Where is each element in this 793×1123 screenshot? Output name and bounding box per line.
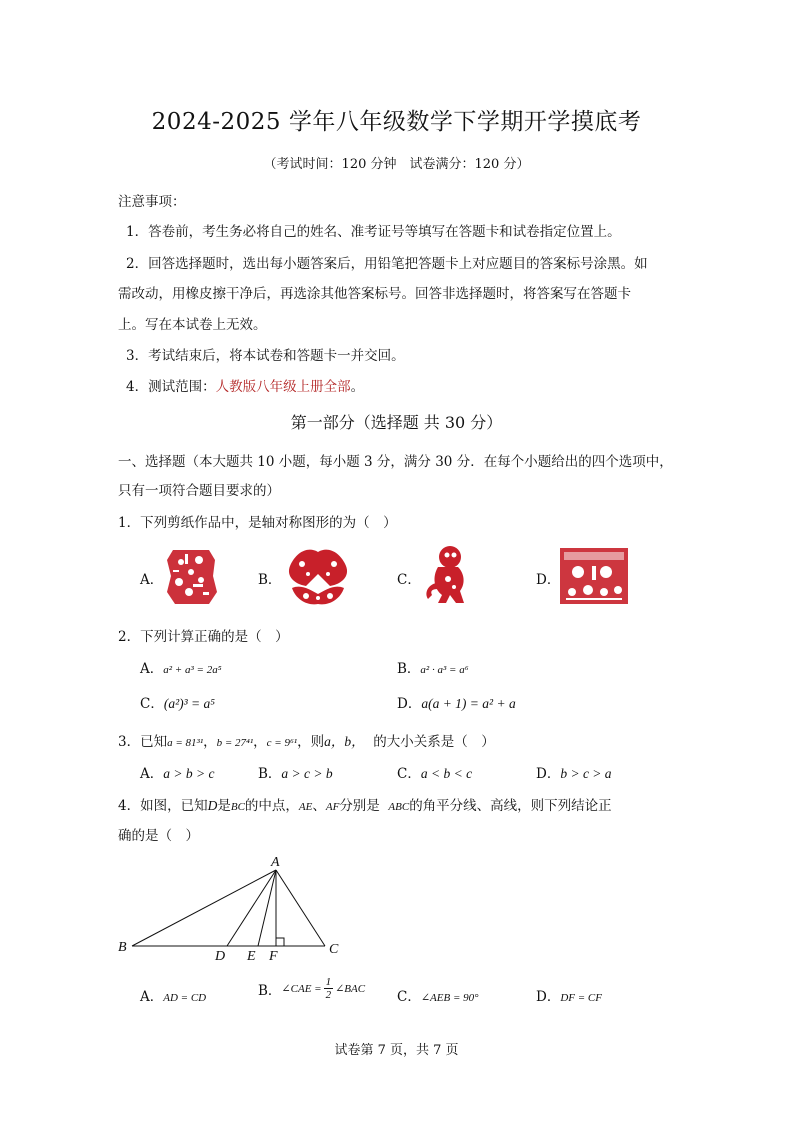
q3-option-c-expr: a < b < c (420, 766, 473, 781)
point-c-label: C (329, 942, 339, 957)
q4-option-c-label: C． (397, 989, 421, 1005)
q4-option-d[interactable] (536, 985, 602, 1005)
q2-option-c-expr: (a²)³ = a⁵ (163, 696, 215, 711)
point-a-label: A (271, 855, 280, 870)
q3-option-b[interactable] (258, 762, 333, 782)
papercut-d-image (558, 546, 630, 606)
q2-option-d-expr: a(a + 1) = a² + a (421, 696, 516, 711)
q4-option-b[interactable] (258, 976, 365, 1001)
point-b-label: B (118, 940, 127, 955)
q3-c-def: c = 9⁶¹ (266, 737, 298, 749)
q3-option-a-label: A． (140, 766, 164, 782)
triangle-figure (112, 848, 352, 966)
q2-option-b-label: B． (397, 661, 421, 677)
q4-stem-bc: BC (230, 801, 245, 813)
q2-option-a-expr: a² + a³ = 2a⁵ (163, 664, 222, 676)
q4-stem-line-1 (118, 794, 612, 814)
section-intro-line-1: 一、选择题（本大题共 10 小题，每小题 3 分，满分 30 分．在每个小题给出的四个选项中， (118, 454, 673, 470)
q4-stem-af: AF (325, 801, 340, 813)
segment-ab (132, 870, 276, 946)
q1-option-c-label[interactable]: C． (397, 572, 421, 588)
point-f-label: F (269, 949, 278, 964)
point-d-label: D (215, 949, 226, 964)
section-title: 第一部分（选择题 共 30 分） (290, 413, 503, 432)
q3-option-c[interactable] (397, 762, 472, 782)
papercut-c-image (420, 543, 470, 607)
q4-option-a[interactable] (140, 985, 206, 1005)
q3-a-def: a = 81³¹ (167, 737, 204, 749)
q2-option-c[interactable] (140, 692, 215, 712)
q1-option-d-label[interactable]: D． (536, 572, 561, 588)
q2-option-a[interactable] (140, 657, 222, 677)
q3-option-a-expr: a > b > c (163, 766, 215, 781)
right-angle-mark (276, 938, 284, 946)
segment-ae (258, 870, 276, 946)
note-item-3: 3．考试结束后，将本试卷和答题卡一并交回。 (126, 348, 405, 364)
q3-option-d-label: D． (536, 766, 561, 782)
exam-info: （考试时间：120 分钟 试卷满分：120 分） (263, 157, 530, 172)
q4-option-b-fraction (324, 976, 334, 1001)
q4-option-b-label: B． (258, 982, 282, 999)
q3-sep-1: ， (203, 734, 217, 750)
q4-option-b-post: ∠BAC (335, 983, 366, 995)
q4-option-a-label: A． (140, 989, 164, 1005)
q3-sep-2: ， (253, 734, 267, 750)
note-item-4-prefix: 4．测试范围： (126, 379, 216, 395)
q2-option-b[interactable] (397, 657, 469, 677)
note-item-1: 1．答卷前，考生务必将自己的姓名、准考证号等填写在答题卡和试卷指定位置上。 (126, 224, 621, 240)
papercut-b-image (280, 544, 356, 608)
q3-option-b-expr: a > c > b (281, 766, 333, 781)
q3-stem (118, 730, 495, 750)
notes-heading: 注意事项： (118, 194, 186, 210)
note-item-2-line-1: 2．回答选择题时，选出每小题答案后，用铅笔把答题卡上对应题目的答案标号涂黑。如 (126, 256, 648, 272)
q4-stem-abc: ABC (388, 801, 410, 813)
segment-ac (276, 870, 325, 946)
q4-option-d-label: D． (536, 989, 561, 1005)
q1-option-a-label[interactable]: A． (140, 572, 164, 588)
q2-option-b-expr: a² · a³ = a⁶ (420, 664, 469, 676)
q3-vars: a，b， (324, 734, 365, 749)
q4-option-c[interactable] (397, 985, 479, 1005)
q4-stem-p1: 4．如图，已知 (118, 798, 208, 814)
note-item-4 (126, 375, 364, 395)
q4-stem-p2: 是 (217, 798, 231, 814)
segment-ad (227, 870, 276, 946)
q4-option-b-denominator: 2 (325, 989, 332, 1001)
point-e-label: E (247, 949, 256, 964)
q3-option-b-label: B． (258, 766, 282, 782)
q4-stem-p6: 的角平分线、高线，则下列结论正 (409, 798, 612, 814)
note-item-4-suffix: 。 (350, 379, 365, 395)
papercut-a-image (163, 546, 219, 608)
q2-option-d[interactable] (397, 692, 516, 712)
q4-stem-line-2: 确的是（ ） (118, 828, 199, 844)
q4-option-b-numerator: 1 (325, 976, 332, 988)
q4-option-c-expr: ∠AEB = 90° (420, 992, 479, 1004)
q4-stem-d: D (207, 798, 218, 813)
q3-stem-mid: ，则 (297, 734, 325, 750)
q4-option-b-pre: ∠CAE = (281, 983, 322, 995)
q3-stem-prefix: 3．已知 (118, 734, 168, 750)
q3-b-def: b = 27⁴¹ (216, 737, 254, 749)
page-title: 2024-2025 学年八年级数学下学期开学摸底考 (151, 109, 642, 135)
q4-stem-ae: AE (298, 801, 313, 813)
q4-option-a-expr: AD = CD (163, 992, 207, 1004)
q2-option-a-label: A． (140, 661, 164, 677)
q3-option-d[interactable] (536, 762, 612, 782)
q4-stem-p5: 分别是 (339, 798, 380, 814)
q3-option-d-expr: b > c > a (560, 766, 612, 781)
q1-option-b-label[interactable]: B． (258, 572, 282, 588)
q4-option-d-expr: DF = CF (560, 992, 602, 1004)
q3-stem-suffix: 的大小关系是（ ） (373, 734, 495, 750)
q1-stem: 1．下列剪纸作品中，是轴对称图形的为（ ） (118, 515, 397, 531)
q4-stem-p4: 、 (312, 798, 326, 814)
test-range: 人教版八年级上册全部 (215, 379, 351, 395)
q2-option-d-label: D． (397, 696, 422, 712)
q2-option-c-label: C． (140, 696, 164, 712)
note-item-2-line-3: 上。写在本试卷上无效。 (118, 317, 267, 333)
q3-option-a[interactable] (140, 762, 214, 782)
note-item-2-line-2: 需改动，用橡皮擦干净后，再选涂其他答案标号。回答非选择题时，将答案写在答题卡 (118, 286, 631, 302)
q4-stem-p3: 的中点， (244, 798, 299, 814)
q3-option-c-label: C． (397, 766, 421, 782)
q2-stem: 2．下列计算正确的是（ ） (118, 629, 289, 645)
section-intro-line-2: 只有一项符合题目要求的） (118, 483, 280, 499)
page-footer: 试卷第 7 页，共 7 页 (334, 1043, 459, 1058)
